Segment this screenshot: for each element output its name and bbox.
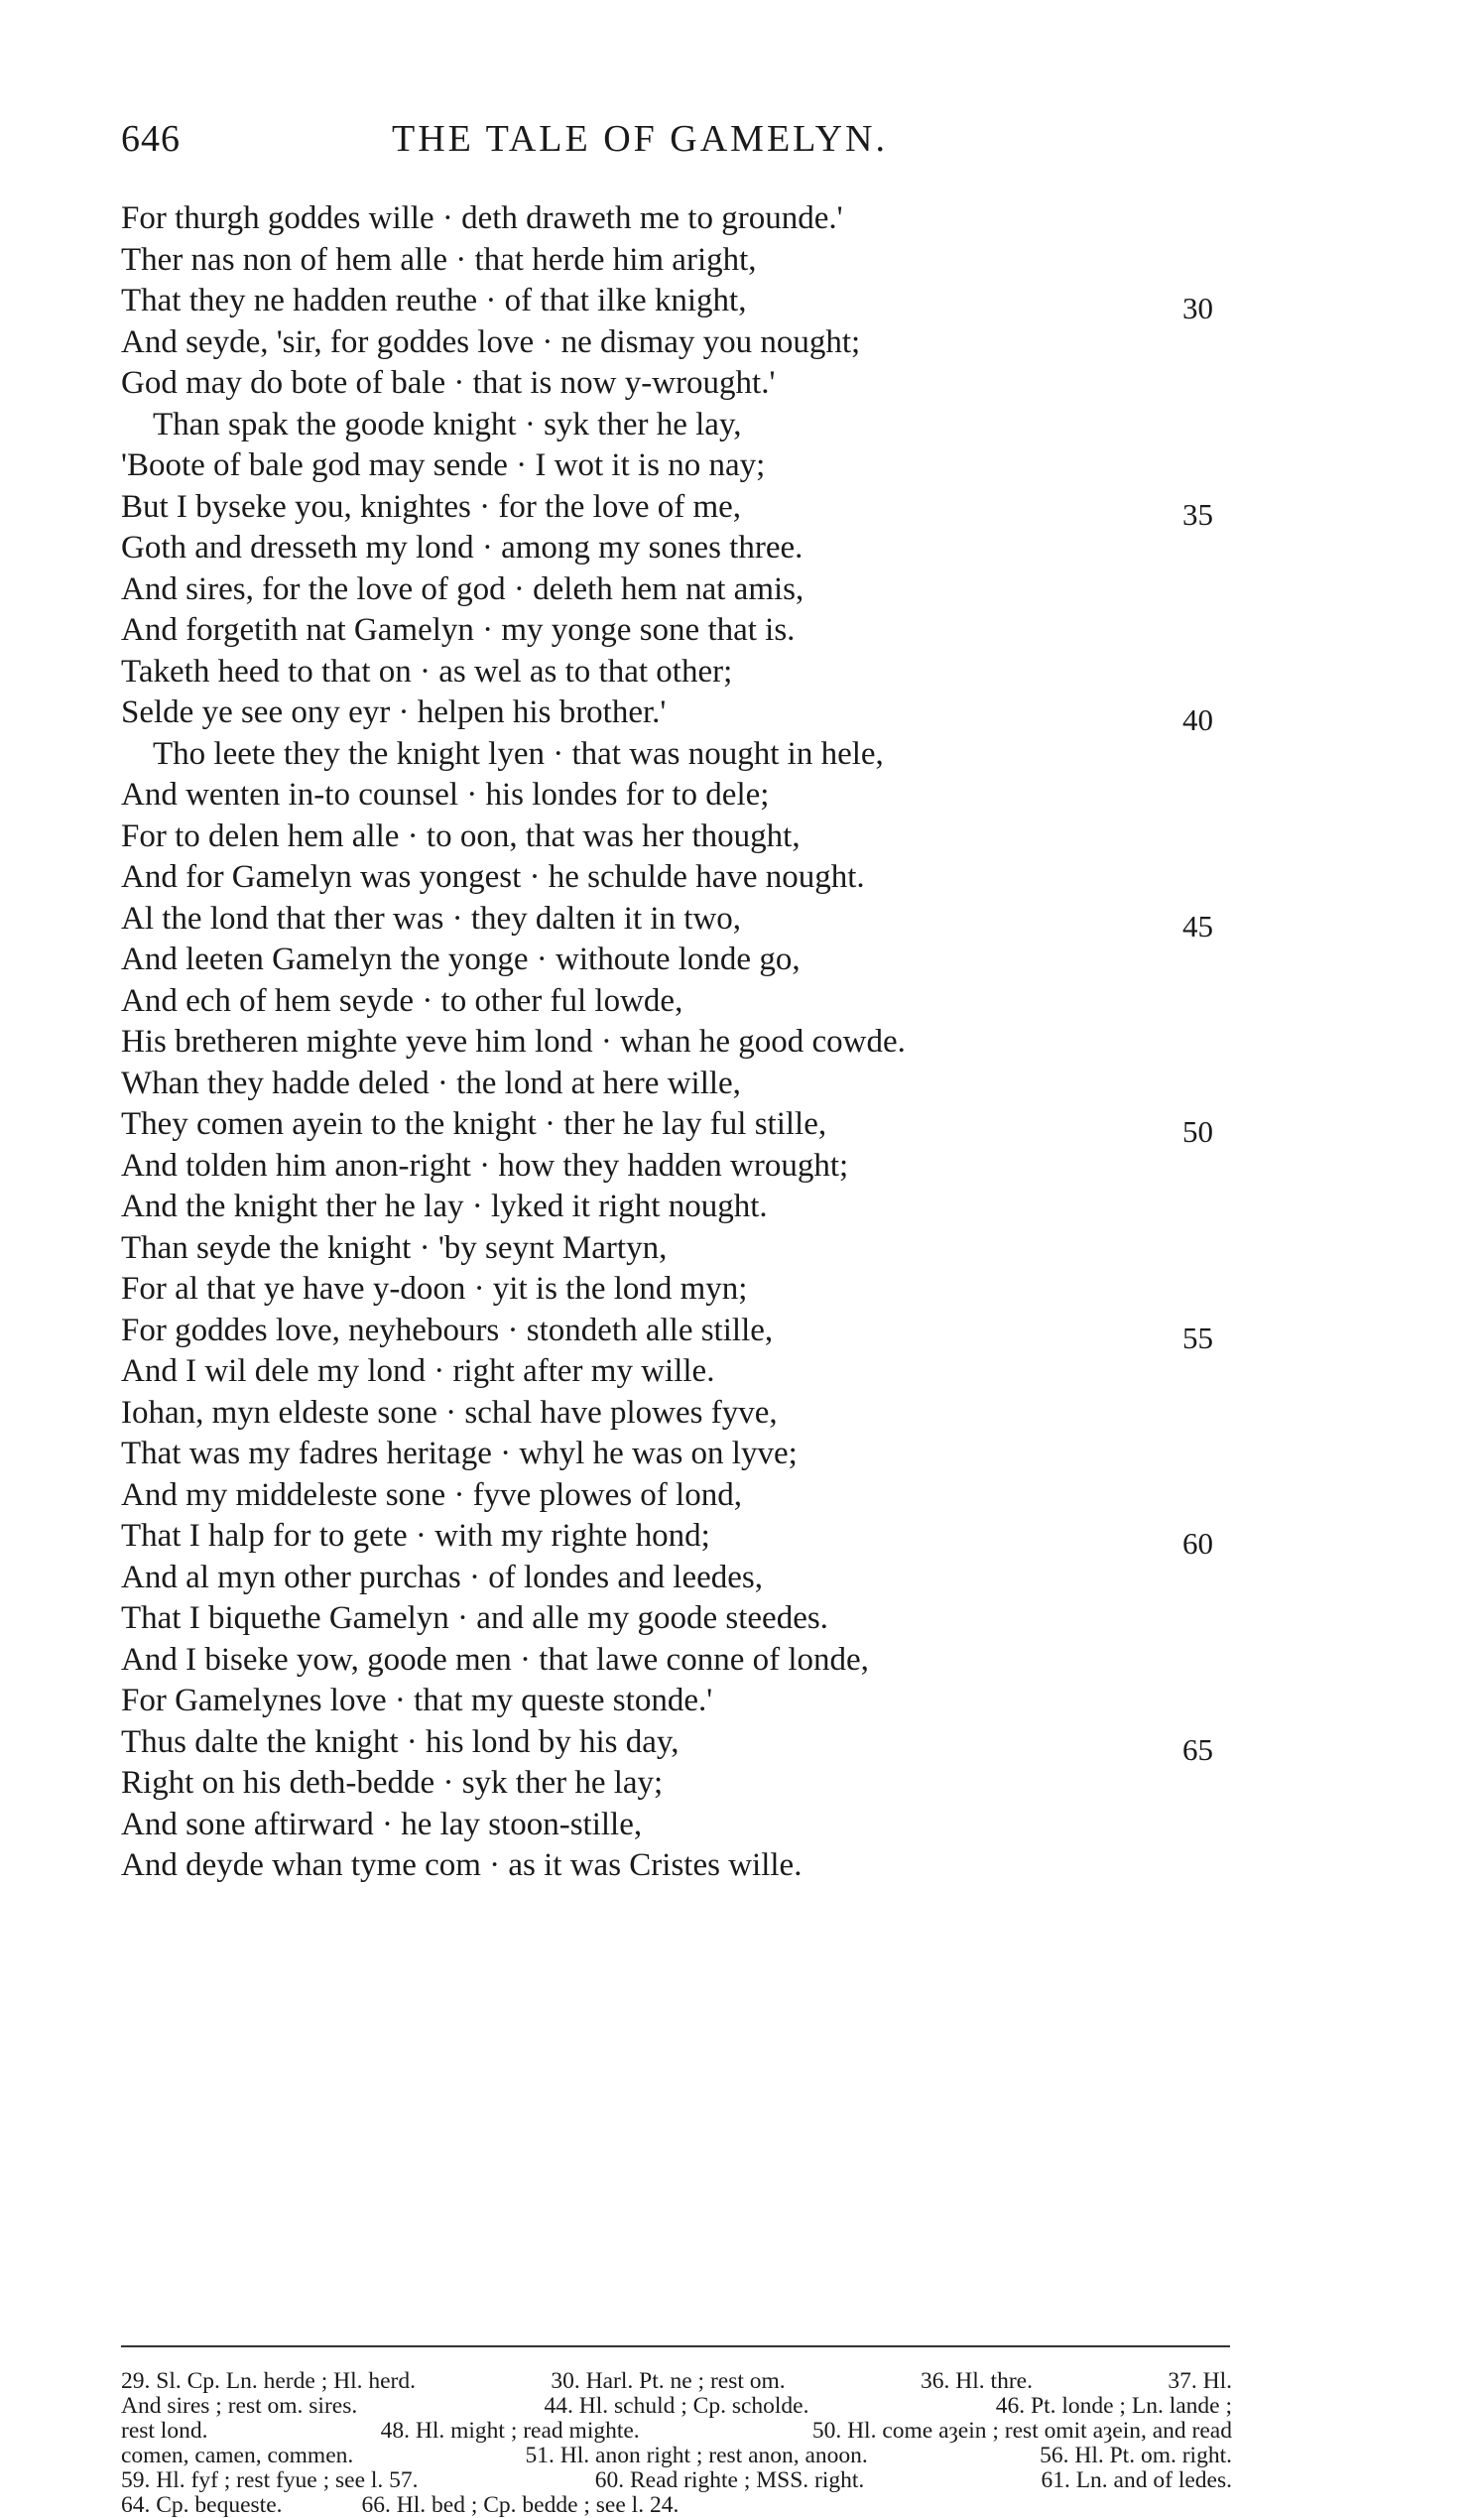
footnote-entry: 51. Hl. anon right ; rest anon, anoon.	[525, 2443, 868, 2468]
verse-line	[121, 1722, 1232, 1767]
verse-line	[121, 1681, 1232, 1722]
running-title: THE TALE OF GAMELYN.	[392, 118, 888, 160]
verse-line	[121, 198, 1232, 240]
footnote-entry: 44. Hl. schuld ; Cp. scholde.	[544, 2393, 809, 2419]
verse-text: And I biseke yow, goode men · that lawe conne of londe,	[121, 1641, 869, 1678]
verse-text: For al that ye have y-doon · yit is the lond myn;	[121, 1271, 748, 1307]
verse-text: Than spak the goode knight · syk ther he lay,	[153, 406, 742, 442]
verse-line	[121, 1393, 1232, 1435]
footnote-entry: 60. Read righte ; MSS. right.	[594, 2467, 865, 2493]
verse-text: Tho leete they the knight lyen · that was nought in hele,	[153, 735, 884, 772]
line-number: 50	[1182, 1114, 1213, 1149]
line-number: 30	[1182, 291, 1213, 325]
footnote-line	[121, 2444, 1232, 2468]
verse-line	[121, 899, 1232, 944]
line-number: 60	[1182, 1526, 1213, 1561]
line-number: 65	[1182, 1731, 1213, 1767]
verse-line	[121, 1228, 1232, 1270]
footnote-entry: 48. Hl. might ; read mighte.	[380, 2418, 640, 2444]
verse-line	[121, 940, 1232, 981]
verse-text: For thurgh goddes wille · deth draweth me to grounde.'	[121, 200, 843, 236]
verse-text: That I biquethe Gamelyn · and alle my goode steedes.	[121, 1600, 828, 1636]
line-number: 45	[1182, 908, 1213, 944]
verse-text: And sires, for the love of god · deleth hem nat amis,	[121, 570, 804, 607]
verse-text: And for Gamelyn was yongest · he schulde have nought.	[121, 859, 865, 895]
verse-text: And al myn other purchas · of londes and leedes,	[121, 1559, 763, 1595]
footnote-entry: rest lond.	[121, 2418, 208, 2444]
verse-line	[121, 1598, 1232, 1640]
verse-text: And seyde, 'sir, for goddes love · ne dismay you nought;	[121, 323, 861, 360]
verse-text: And forgetith nat Gamelyn · my yonge sone that is.	[121, 612, 796, 648]
footnote-entry: 64. Cp. bequeste.	[121, 2492, 283, 2518]
verse-text: Right on his deth-bedde · syk ther he lay;	[121, 1765, 664, 1801]
verse-line	[121, 1311, 1232, 1355]
line-number: 40	[1182, 702, 1213, 737]
verse-line	[121, 1146, 1232, 1188]
line-number: 35	[1182, 496, 1213, 532]
verse-text: That was my fadres heritage · whyl he was on lyve;	[121, 1436, 798, 1471]
verse-text: Iohan, myn eldeste sone · schal have plowes fyve,	[121, 1394, 778, 1431]
verse-text: They comen ayein to the knight · ther he lay ful stille,	[121, 1106, 827, 1142]
verse-text: His bretheren mighte yeve him lond · whan he good cowde.	[121, 1024, 906, 1060]
verse-text: And sone aftirward · he lay stoon-stille,	[121, 1806, 643, 1842]
page-number: 646	[121, 118, 181, 160]
verse-text: Goth and dresseth my lond · among my sones three.	[121, 530, 804, 566]
verse-line	[121, 1269, 1232, 1311]
verse-line	[121, 281, 1232, 325]
verse-line	[121, 569, 1232, 611]
verse-line	[121, 1805, 1232, 1846]
verse-line	[121, 322, 1232, 364]
verse-text: And wenten in-to counsel · his londes for to dele;	[121, 777, 770, 813]
verse-line	[121, 1845, 1232, 1887]
verse-text: And ech of hem seyde · to other ful lowde,	[121, 982, 683, 1019]
footnotes	[121, 2369, 1232, 2518]
verse-line	[121, 1558, 1232, 1599]
verse-text: And the knight ther he lay · lyked it right nought.	[121, 1189, 768, 1224]
footnote-entry: 36. Hl. thre.	[921, 2368, 1033, 2394]
footnote-entry: And sires ; rest om. sires.	[121, 2393, 358, 2419]
verse-text: For to delen hem alle · to oon, that was her thought,	[121, 818, 801, 854]
verse-text: Taketh heed to that on · as wel as to that other;	[121, 653, 733, 690]
verse-text: 'Boote of bale god may sende · I wot it is no nay;	[121, 447, 766, 483]
verse-text: But I byseke you, knightes · for the love of me,	[121, 488, 742, 525]
verse-line	[121, 1475, 1232, 1517]
verse-line	[121, 363, 1232, 405]
line-number: 55	[1182, 1320, 1213, 1355]
footnote-entry: 61. Ln. and of ledes.	[1041, 2467, 1232, 2493]
verse-text: That I halp for to gete · with my righte hond;	[121, 1518, 710, 1554]
verse-line	[121, 1022, 1232, 1064]
footnote-entry: comen, camen, commen.	[121, 2443, 354, 2468]
poem-text	[121, 198, 1232, 1887]
verse-text: Al the lond that ther was · they dalten it in two,	[121, 900, 742, 937]
footnote-entry: 50. Hl. come aȝein ; rest omit aȝein, and read	[811, 2418, 1232, 2444]
verse-line	[121, 1763, 1232, 1805]
verse-line	[121, 1064, 1232, 1105]
verse-line	[121, 817, 1232, 858]
verse-text: That they ne hadden reuthe · of that ilke knight,	[121, 283, 747, 318]
verse-line	[121, 692, 1232, 737]
verse-text: And my middeleste sone · fyve plowes of lond,	[121, 1476, 742, 1513]
footnote-entry: 29. Sl. Cp. Ln. herde ; Hl. herd.	[121, 2368, 416, 2394]
footnote-entry: 66. Hl. bed ; Cp. bedde ; see l. 24.	[361, 2492, 680, 2518]
verse-line	[121, 487, 1232, 532]
footnote-entry: 59. Hl. fyf ; rest fyue ; see l. 57.	[121, 2467, 419, 2493]
verse-line	[121, 240, 1232, 282]
verse-line	[121, 1351, 1232, 1393]
verse-line	[121, 1104, 1232, 1149]
verse-text: Whan they hadde deled · the lond at here wille,	[121, 1065, 741, 1101]
verse-line	[121, 1187, 1232, 1228]
verse-text: God may do bote of bale · that is now y-wrought.'	[121, 365, 776, 401]
verse-text: And I wil dele my lond · right after my wille.	[121, 1353, 715, 1389]
footnote-rule	[121, 2345, 1230, 2347]
footnote-line	[121, 2493, 1232, 2518]
verse-line	[121, 1516, 1232, 1561]
verse-line	[121, 528, 1232, 569]
verse-line	[121, 445, 1232, 487]
verse-text: For goddes love, neyhebours · stondeth alle stille,	[121, 1312, 774, 1348]
verse-line	[121, 775, 1232, 817]
verse-text: Thus dalte the knight · his lond by his day,	[121, 1723, 680, 1760]
footnote-entry: 56. Hl. Pt. om. right.	[1040, 2443, 1232, 2468]
verse-text: And tolden him anon-right · how they hadden wrought;	[121, 1147, 849, 1184]
footnote-entry: 30. Harl. Pt. ne ; rest om.	[551, 2368, 786, 2394]
footnote-entry: 46. Pt. londe ; Ln. lande ;	[995, 2393, 1232, 2419]
verse-line	[121, 734, 1232, 776]
verse-text: And leeten Gamelyn the yonge · withoute londe go,	[121, 942, 801, 977]
verse-text: Ther nas non of hem alle · that herde him aright,	[121, 241, 757, 278]
footnote-line	[121, 2419, 1232, 2444]
verse-line	[121, 1434, 1232, 1475]
verse-line	[121, 610, 1232, 652]
verse-text: For Gamelynes love · that my queste stonde.'	[121, 1683, 713, 1718]
verse-line	[121, 1640, 1232, 1682]
verse-line	[121, 405, 1232, 446]
verse-text: And deyde whan tyme com · as it was Cristes wille.	[121, 1847, 803, 1883]
verse-line	[121, 652, 1232, 693]
verse-line	[121, 857, 1232, 899]
verse-text: Selde ye see ony eyr · helpen his brother.'	[121, 694, 667, 730]
footnote-line	[121, 2369, 1232, 2394]
verse-text: Than seyde the knight · 'by seynt Martyn,	[121, 1229, 668, 1266]
footnote-entry: 37. Hl.	[1168, 2368, 1232, 2394]
footnote-line	[121, 2394, 1232, 2419]
footnote-line	[121, 2468, 1232, 2493]
verse-line	[121, 981, 1232, 1023]
